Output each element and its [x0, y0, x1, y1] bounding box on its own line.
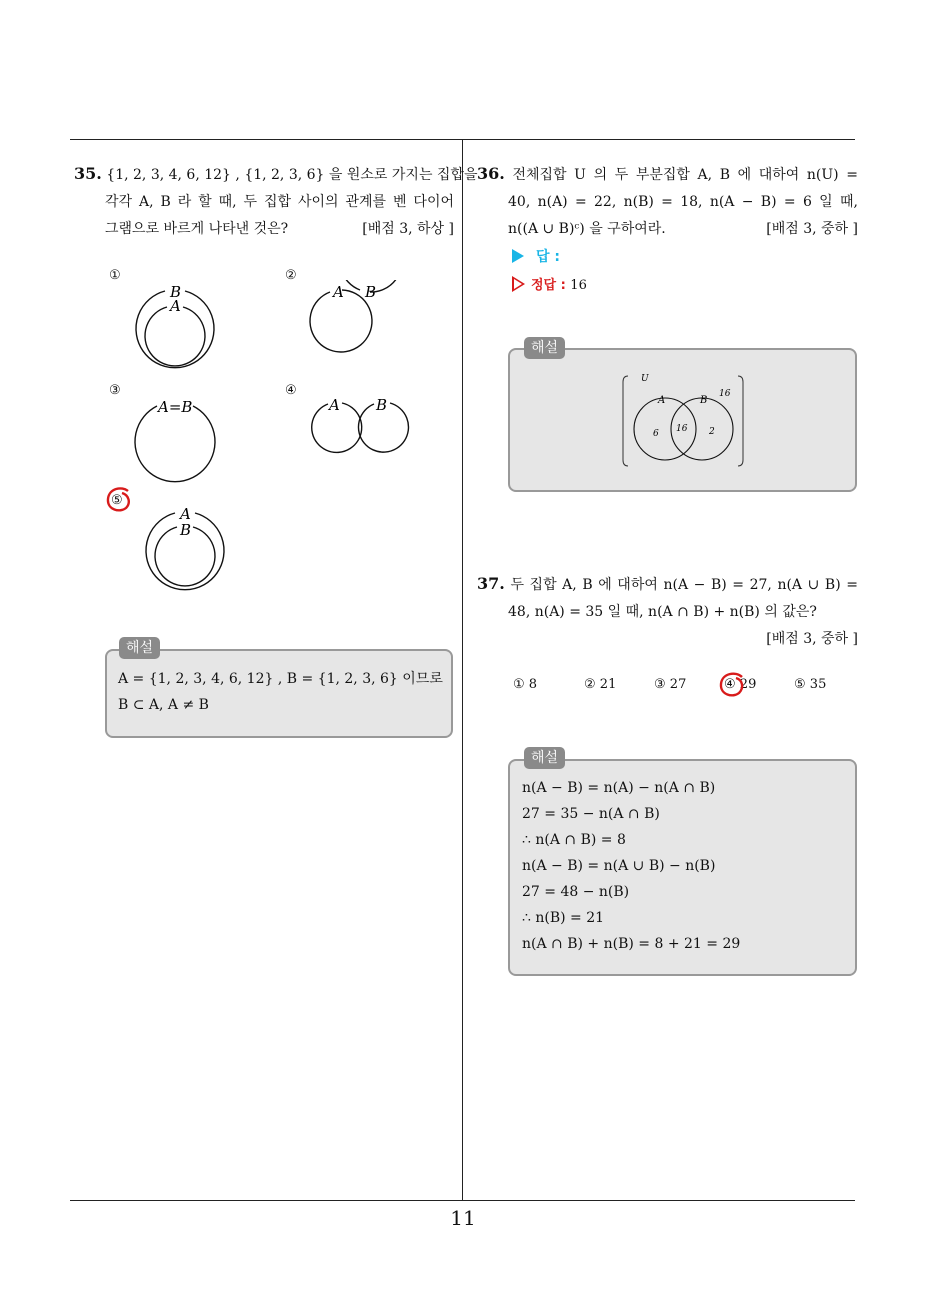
- q35-solution-text: [118, 666, 443, 718]
- answer-circle-mark: [103, 486, 135, 516]
- q37-solution-tag: 해설: [524, 747, 565, 769]
- page-number: 11: [450, 1206, 476, 1230]
- single-circle: [135, 406, 215, 482]
- answer-circle-mark: [716, 671, 748, 701]
- right-label: B: [365, 283, 377, 301]
- universe-label: U: [641, 374, 649, 384]
- set-b-label: B: [700, 395, 708, 406]
- q37-choice-5[interactable]: ⑤ 35: [794, 677, 827, 692]
- left-label: A: [333, 283, 344, 301]
- choice-5-venn: [135, 500, 235, 595]
- question-36: [477, 160, 858, 243]
- question-37: [477, 570, 858, 653]
- solution-line: 27 = 48 − n(B): [522, 884, 630, 900]
- question-text-line: n((A ∪ B)ᶜ) 을 구하여라.: [508, 221, 666, 237]
- equal-label: A=B: [158, 398, 193, 416]
- choice-3-mark[interactable]: ③: [109, 383, 121, 398]
- q36-venn-diagram: [620, 372, 746, 470]
- choice-4-mark[interactable]: ④: [285, 383, 297, 398]
- play-arrow-icon: [512, 249, 524, 263]
- choice-5-mark[interactable]: ⑤: [111, 493, 123, 508]
- question-number: 35.: [74, 164, 102, 183]
- only-b-value: 2: [709, 427, 715, 437]
- q35-solution-tag: 해설: [119, 637, 160, 659]
- question-35: [74, 160, 478, 243]
- question-text-line: {1, 2, 3, 4, 6, 12} , {1, 2, 3, 6} 을 원소로 가지는 집합을: [106, 167, 478, 183]
- right-label: B: [376, 396, 388, 414]
- answer-value: 16: [570, 278, 587, 293]
- solution-line: n(A ∩ B) + n(B) = 8 + 21 = 29: [522, 936, 741, 952]
- choice-4-venn: [300, 393, 415, 458]
- answer-blank-label: 답 :: [536, 249, 560, 265]
- solution-line: n(A − B) = n(A ∪ B) − n(B): [522, 858, 716, 874]
- q37-choice-1[interactable]: ① 8: [513, 677, 538, 692]
- question-text-line: 48, n(A) = 35 일 때, n(A ∩ B) + n(B) 의 값은?: [508, 604, 817, 620]
- inner-label: B: [180, 521, 192, 539]
- universe-right-bracket: [738, 376, 743, 466]
- q37-choice-4[interactable]: ④ 29: [724, 677, 757, 692]
- inner-circle: [145, 307, 205, 366]
- answer-row: [512, 274, 587, 293]
- solution-line: 27 = 35 − n(A ∩ B): [522, 806, 660, 822]
- question-number: 36.: [477, 164, 505, 183]
- solution-line: ∴ n(A ∩ B) = 8: [522, 832, 626, 848]
- q37-choice-3[interactable]: ③ 27: [654, 677, 687, 692]
- solution-line: B ⊂ A, A ≠ B: [118, 697, 209, 713]
- universe-left-bracket: [623, 376, 628, 466]
- outer-label: A: [180, 505, 191, 523]
- inner-label: A: [170, 297, 181, 315]
- score-meta: [배점 3, 중하 ]: [766, 631, 858, 647]
- choice-1-mark[interactable]: ①: [109, 268, 121, 283]
- q37-solution-text: [522, 775, 740, 957]
- outside-value: 16: [719, 389, 731, 399]
- question-text-line: 두 집합 A, B 에 대하여 n(A − B) = 27, n(A ∪ B) =: [510, 577, 859, 593]
- q37-choice-2[interactable]: ② 21: [584, 677, 617, 692]
- score-meta: [배점 3, 하상 ]: [362, 221, 454, 237]
- q36-solution-tag: 해설: [524, 337, 565, 359]
- choice-2-mark[interactable]: ②: [285, 268, 297, 283]
- question-text-line: 그램으로 바르게 나타낸 것은?: [105, 221, 289, 237]
- solution-line: ∴ n(B) = 21: [522, 910, 605, 926]
- choice-1-venn: [125, 280, 225, 375]
- answer-blank-row: [512, 246, 560, 266]
- answer-label: 정답 :: [531, 278, 566, 293]
- question-number: 37.: [477, 574, 505, 593]
- outer-label: B: [170, 283, 182, 301]
- left-label: A: [329, 396, 340, 414]
- question-text-line: 전체집합 U 의 두 부분집합 A, B 에 대하여 n(U) =: [512, 167, 858, 183]
- question-text-line: 각각 A, B 라 할 때, 두 집합 사이의 관계를 벤 다이어: [105, 194, 454, 210]
- choice-3-venn: [125, 393, 225, 488]
- choice-2-venn: [300, 280, 410, 360]
- intersection-value: 16: [676, 424, 688, 434]
- set-a-label: A: [658, 395, 666, 406]
- score-meta: [배점 3, 중하 ]: [766, 221, 858, 237]
- outline-arrow-icon: [512, 276, 525, 292]
- solution-line: n(A − B) = n(A) − n(A ∩ B): [522, 780, 716, 796]
- column-divider: [462, 139, 463, 1201]
- only-a-value: 6: [653, 429, 659, 439]
- question-text-line: 40, n(A) = 22, n(B) = 18, n(A − B) = 6 일 때,: [508, 194, 858, 210]
- solution-line: A = {1, 2, 3, 4, 6, 12} , B = {1, 2, 3, 6} 이므로: [118, 671, 443, 687]
